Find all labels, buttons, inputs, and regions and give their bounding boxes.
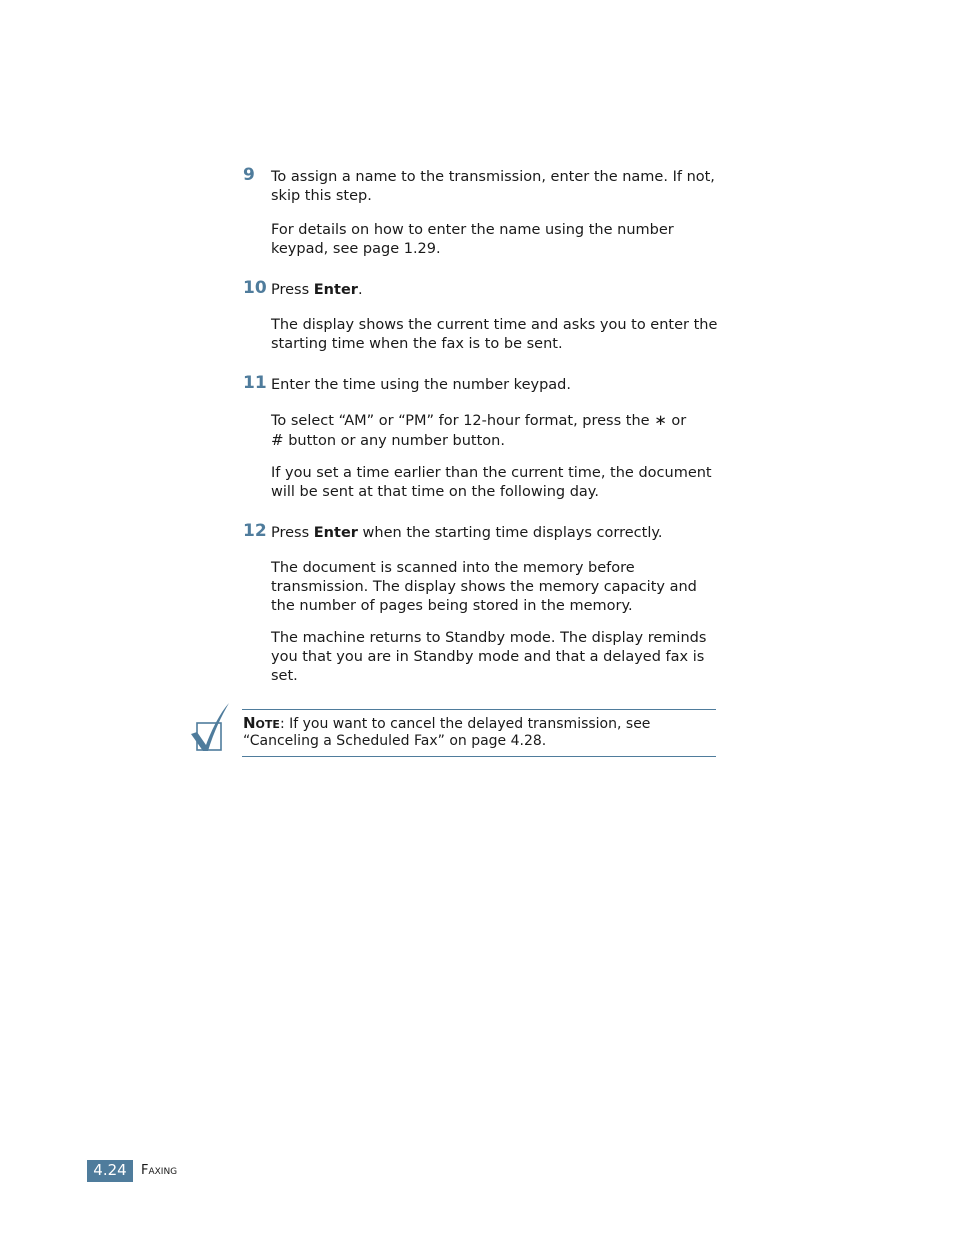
note-bottom-rule [242, 756, 716, 757]
step-12-lead [271, 524, 721, 543]
step-11-detail: If you set a time earlier than the current time, the document will be sent at that time on the following day. [271, 465, 712, 500]
step-number-10: 10 [243, 278, 267, 298]
note-body: : If you want to cancel the delayed transmission, see “Canceling a Scheduled Fax” on page 4.28. [243, 716, 651, 749]
note-text [243, 715, 713, 750]
step-10-lead-before: Press [271, 282, 314, 298]
step-12-detail-2: The machine returns to Standby mode. The display reminds you that you are in Standby mode and that a delayed fax is set. [271, 630, 707, 684]
star-key-icon: ∗ [654, 411, 667, 429]
step-11-select-text [271, 411, 721, 451]
step-10-lead-after: . [357, 282, 363, 298]
step-12-lead-before: Press [271, 525, 314, 541]
select-text-before: To select “AM” or “PM” for 12-hour format, press the [271, 413, 650, 429]
step-9-detail: For details on how to enter the name using the number keypad, see page 1.29. [271, 222, 674, 257]
step-number-11: 11 [243, 373, 267, 393]
page-number-badge: 4.24 [87, 1160, 133, 1182]
hash-key-icon: # [271, 431, 284, 449]
note-top-rule [242, 709, 716, 710]
step-number-9: 9 [243, 165, 255, 185]
step-12-lead-after: when the starting time displays correctly. [357, 525, 663, 541]
checkmark-note-icon [188, 701, 232, 755]
step-number-12: 12 [243, 521, 267, 541]
step-10-detail: The display shows the current time and asks you to enter the starting time when the fax is to be sent. [271, 317, 718, 352]
step-12-detail-1: The document is scanned into the memory before transmission. The display shows the memory capacity and the number of pages being stored in the memory. [271, 560, 697, 614]
step-10-lead [271, 281, 721, 300]
note-label: Note [243, 714, 280, 732]
step-9-text: To assign a name to the transmission, enter the name. If not, skip this step. [271, 169, 715, 204]
enter-key-label: Enter [313, 525, 358, 541]
enter-key-label: Enter [313, 282, 358, 298]
select-text-after: button or any number button. [288, 433, 505, 449]
step-11-lead: Enter the time using the number keypad. [271, 377, 571, 393]
section-title: Faxing [141, 1163, 178, 1178]
select-text-or: or [671, 413, 687, 429]
